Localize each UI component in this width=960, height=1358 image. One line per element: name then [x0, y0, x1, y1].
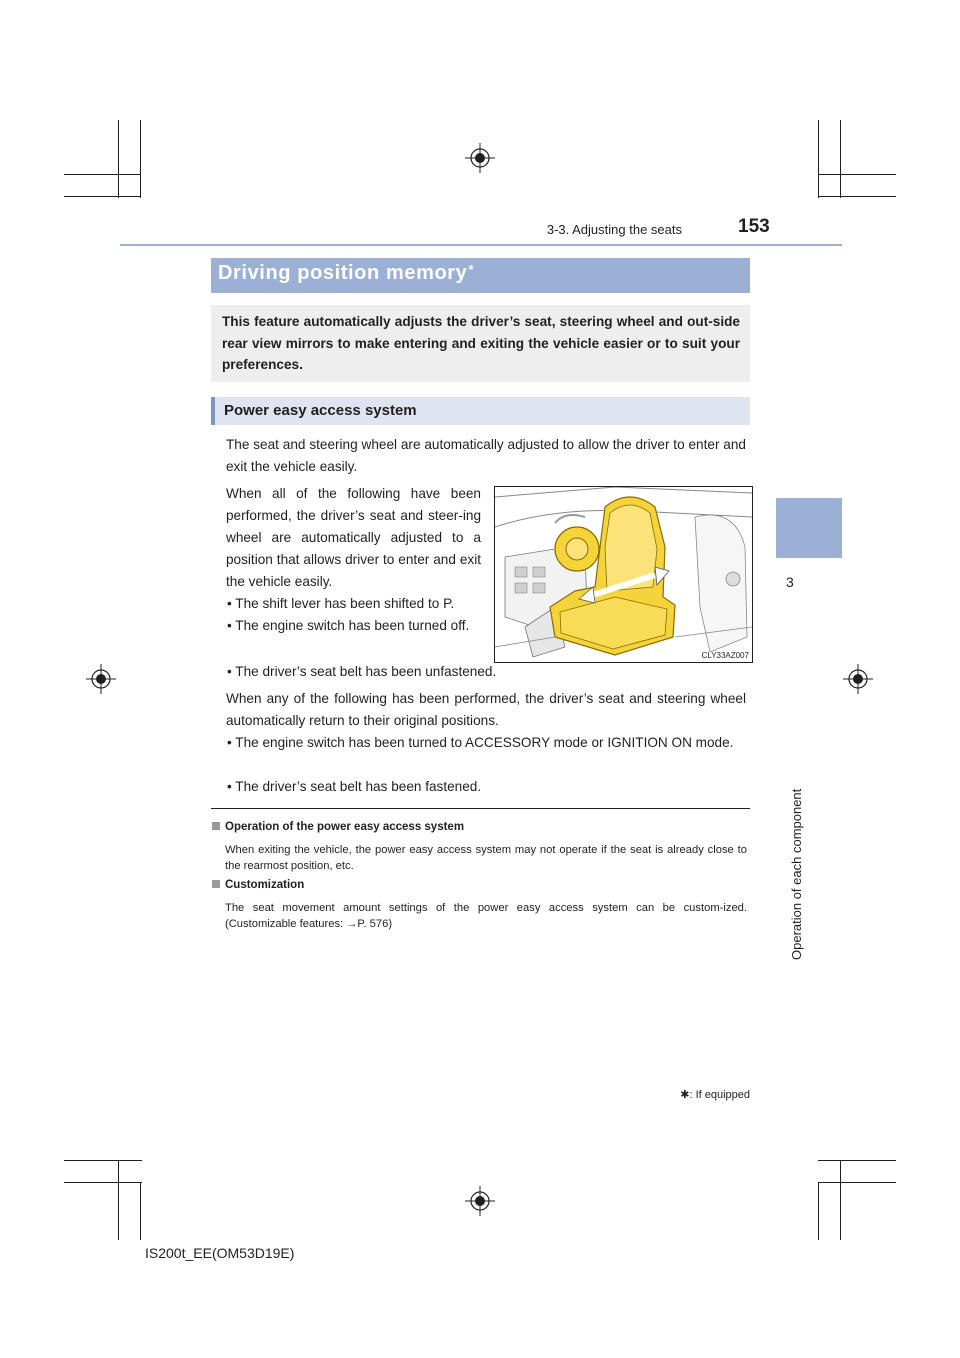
notes-divider [211, 808, 750, 809]
crop-mark [818, 120, 819, 198]
header-rule [120, 244, 842, 246]
crop-mark [64, 196, 140, 197]
illustration-code: CLY33AZ007 [701, 651, 749, 660]
crop-mark [840, 1160, 841, 1240]
crop-mark [818, 1182, 819, 1240]
crop-mark [818, 196, 896, 197]
crop-mark [64, 1182, 142, 1183]
square-bullet-icon [212, 880, 220, 888]
crop-mark [118, 120, 119, 198]
registration-mark-icon [843, 664, 873, 694]
note-heading [212, 879, 304, 891]
registration-mark-icon [86, 664, 116, 694]
crop-mark [140, 1182, 141, 1240]
paragraph: When all of the following have been performed, the driver’s seat and steer-ing wheel are automatically adjusted to a position that allows driver to enter and exit the vehicle easily. [226, 486, 481, 589]
note-heading [212, 821, 464, 833]
page-number: 153 [738, 216, 770, 237]
list-item: • The driver’s seat belt has been fastened. [227, 779, 482, 794]
crop-mark [64, 174, 140, 175]
note-text: When exiting the vehicle, the power easy access system may not operate if the seat is already close to the rearmost position, etc. [225, 844, 747, 872]
chapter-number: 3 [786, 574, 794, 590]
crop-mark [818, 174, 896, 175]
crop-mark [140, 120, 141, 198]
list-item: • The engine switch has been turned off. [227, 618, 470, 633]
chapter-title-vertical [789, 560, 809, 960]
section-heading [218, 262, 474, 285]
subsection-accent [211, 397, 215, 425]
list-item: • The shift lever has been shifted to P. [227, 596, 455, 611]
footnote: ✱: If equipped [680, 1089, 750, 1101]
subsection-heading: Power easy access system [224, 402, 417, 419]
chapter-title: Operation of each component [789, 788, 804, 960]
registration-mark-icon [465, 143, 495, 173]
crop-mark [818, 1160, 896, 1161]
crop-mark [118, 1160, 119, 1240]
note-heading-text: Customization [225, 879, 305, 891]
square-bullet-icon [212, 822, 220, 830]
crop-mark [64, 1160, 142, 1161]
intro-text: This feature automatically adjusts the driver’s seat, steering wheel and out-side rear view mirrors to make entering and exiting the vehicle easier or to suit your preferences. [222, 314, 740, 372]
note-text: The seat movement amount settings of the power easy access system can be custom-ized. (Customizable features: →P. 576) [225, 902, 747, 930]
chapter-tab [776, 498, 842, 558]
section-title: 3-3. Adjusting the seats [546, 222, 682, 237]
section-heading-text: Driving position memory [218, 262, 468, 284]
list-item: • The driver’s seat belt has been unfastened. [227, 664, 497, 679]
document-id: IS200t_EE(OM53D19E) [145, 1245, 295, 1261]
crop-mark [840, 120, 841, 198]
seat-illustration [494, 486, 753, 663]
driver-seat-figure [495, 487, 752, 662]
crop-mark [818, 1182, 896, 1183]
if-equipped-marker: * [468, 262, 475, 277]
paragraph: The seat and steering wheel are automatically adjusted to allow the driver to enter and exit the vehicle easily. [226, 437, 746, 474]
paragraph: When any of the following has been performed, the driver’s seat and steering wheel automatically return to their original positions. [226, 691, 746, 728]
registration-mark-icon [465, 1186, 495, 1216]
note-heading-text: Operation of the power easy access system [225, 821, 465, 833]
list-item: • The engine switch has been turned to ACCESSORY mode or IGNITION ON mode. [227, 735, 734, 750]
